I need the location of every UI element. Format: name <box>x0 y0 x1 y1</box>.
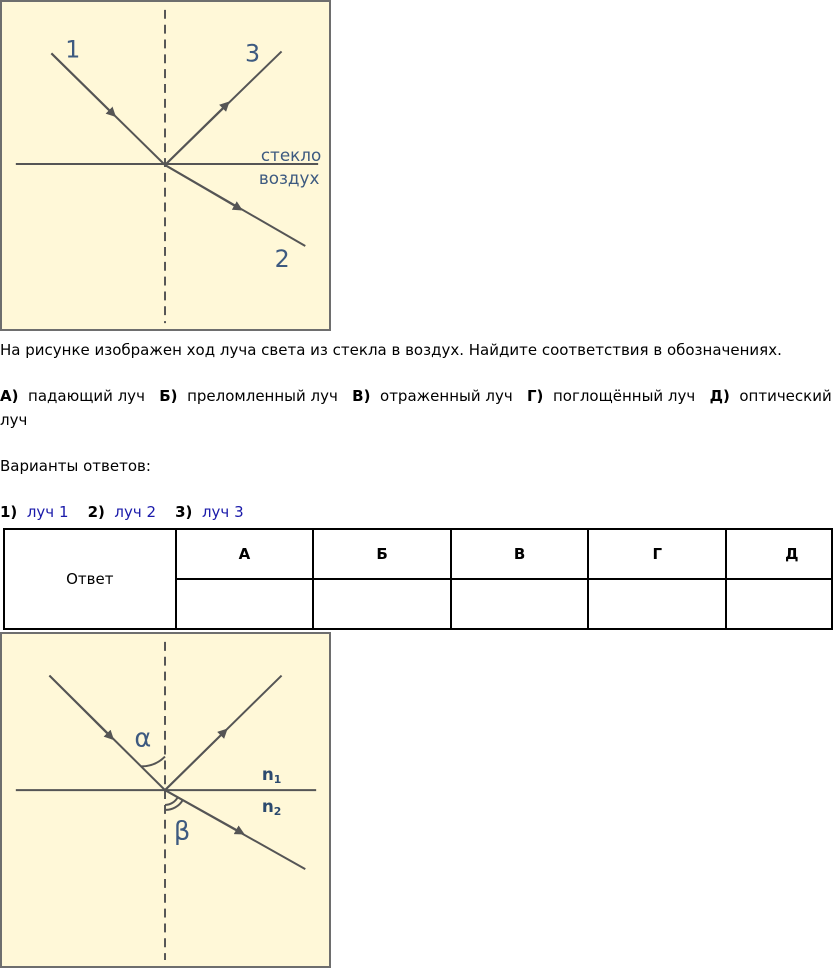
n2-label <box>262 796 282 818</box>
item-d-text: оптический <box>739 387 832 405</box>
options-title: Варианты ответов: <box>0 457 151 475</box>
option-2-key: 2) <box>87 503 105 521</box>
answer-col-a: А <box>176 529 314 579</box>
reflected-ray-arrow <box>165 730 226 790</box>
answer-table <box>3 528 833 630</box>
n1-sub: 1 <box>273 773 282 787</box>
question-text: На рисунке изображен ход луча света из стекла в воздух. Найдите соответствия в обозначениях. <box>0 341 782 359</box>
answer-cell-a[interactable] <box>176 579 314 629</box>
item-b-key: Б) <box>159 387 178 405</box>
item-v-text: отраженный луч <box>380 387 513 405</box>
item-g-text: поглощённый луч <box>552 387 696 405</box>
medium-air-label: воздух <box>258 167 320 188</box>
beta-arc-inner <box>165 797 178 805</box>
option-3-key: 3) <box>175 503 193 521</box>
ray-2-arrow <box>165 165 241 209</box>
angle-diagram-svg <box>2 634 329 966</box>
ray-diagram-svg <box>2 2 329 329</box>
answer-row-label: Ответ <box>4 529 176 629</box>
item-d-key: Д) <box>709 387 730 405</box>
option-2-text: луч 2 <box>114 503 157 521</box>
ray-3-arrow <box>165 103 228 165</box>
item-g-key: Г) <box>527 387 544 405</box>
alpha-arc <box>141 757 165 767</box>
alpha-label: α <box>134 723 152 754</box>
angle-diagram-figure <box>0 632 331 968</box>
answer-col-v: В <box>451 529 589 579</box>
item-v-key: В) <box>352 387 371 405</box>
answer-cell-b[interactable] <box>313 579 451 629</box>
item-a-text: падающий луч <box>28 387 145 405</box>
n2-base: n <box>261 795 274 816</box>
ray-2-label: 2 <box>274 244 290 273</box>
ray-3-label: 3 <box>245 39 261 68</box>
n1-label <box>262 764 282 786</box>
answer-col-b: Б <box>313 529 451 579</box>
answer-col-d: Д <box>726 529 832 579</box>
beta-label: β <box>173 816 191 847</box>
ray-1-arrow <box>51 53 114 115</box>
option-3-text: луч 3 <box>201 503 244 521</box>
incident-ray-arrow <box>49 676 112 739</box>
answer-cell-d[interactable] <box>726 579 832 629</box>
ray-1-label: 1 <box>65 35 81 64</box>
option-1-key: 1) <box>0 503 18 521</box>
option-1-text: луч 1 <box>26 503 69 521</box>
item-b-text: преломленный луч <box>187 387 338 405</box>
ray-diagram-figure <box>0 0 331 331</box>
options-line <box>0 501 244 523</box>
answer-col-g: Г <box>588 529 726 579</box>
medium-glass-label: стекло <box>260 145 322 166</box>
answer-cell-g[interactable] <box>588 579 726 629</box>
items-line <box>0 385 832 407</box>
items-wrap-text: луч <box>0 411 28 429</box>
n1-base: n <box>261 764 274 785</box>
answer-cell-v[interactable] <box>451 579 589 629</box>
item-a-key: А) <box>0 387 19 405</box>
n2-sub: 2 <box>273 804 282 818</box>
